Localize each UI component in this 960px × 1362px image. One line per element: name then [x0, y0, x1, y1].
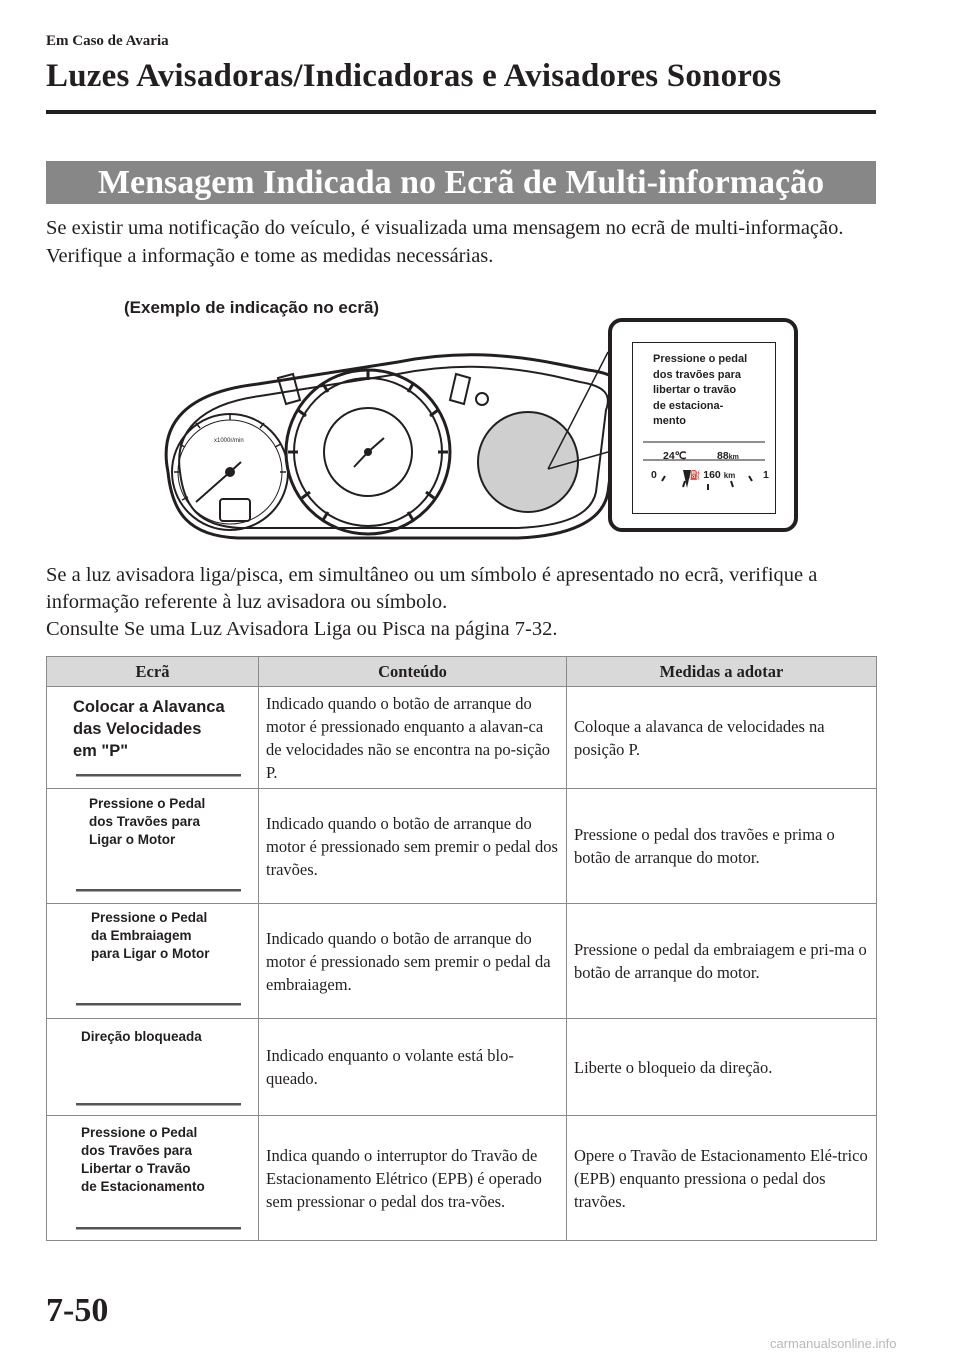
col-header-action: Medidas a adotar [567, 657, 877, 687]
display-message: Pressione o Pedal dos Travões para Libertar o Travão de Estacionamento [81, 1125, 205, 1194]
screen-inner-frame [632, 342, 776, 514]
figure-caption: (Exemplo de indicação no ecrã) [124, 298, 380, 317]
table-row [47, 789, 877, 904]
content-cell: Indica quando o interruptor do Travão de Estacionamento Elétrico (EPB) é operado sem pressionar o pedal dos tra-vões. [259, 1116, 567, 1241]
display-cell [47, 904, 259, 1019]
content-cell: Indicado quando o botão de arranque do motor é pressionado sem premir o pedal da embraiagem. [259, 904, 567, 1019]
screen-gauge-min: 0 [651, 469, 657, 481]
page-title: Luzes Avisadoras/Indicadoras e Avisadores Sonoros [46, 58, 782, 94]
after-text [46, 562, 886, 643]
screen-temperature: 24℃ [663, 450, 687, 462]
content-cell: Indicado quando o botão de arranque do motor é pressionado enquanto a alavan-ca de velocidades não se encontra na po-sição P. [259, 687, 567, 789]
display-divider [76, 1227, 241, 1230]
action-cell: Opere o Travão de Estacionamento Elé-trico (EPB) enquanto pressiona o pedal dos travões. [567, 1116, 877, 1241]
screen-gauge-max: 1 [763, 469, 769, 481]
display-divider [76, 774, 241, 777]
chapter-label: Em Caso de Avaria [46, 33, 169, 49]
multi-info-screen [608, 318, 798, 532]
screen-odometer: ◂⛽ 160 km [685, 469, 736, 481]
table-row [47, 687, 877, 789]
watermark: carmanualsonline.info [770, 1336, 897, 1351]
action-cell: Coloque a alavanca de velocidades na posição P. [567, 687, 877, 789]
display-cell [47, 687, 259, 789]
display-message: Pressione o Pedal dos Travões para Ligar o Motor [89, 796, 206, 847]
display-cell [47, 1116, 259, 1241]
intro-paragraph: Se existir uma notificação do veículo, é visualizada uma mensagem no ecrã de multi-informação. Verifique a informação e tome as medidas necessárias. [46, 217, 844, 267]
screen-message: Pressione o pedal dos travões para libertar o travão de estaciona- mento [653, 353, 748, 427]
page-number: 7-50 [46, 1292, 109, 1329]
content-cell: Indicado enquanto o volante está blo-queado. [259, 1019, 567, 1116]
display-message: Direção bloqueada [81, 1029, 202, 1044]
table-row [47, 1116, 877, 1241]
display-message: Colocar a Alavanca das Velocidades em "P" [73, 698, 225, 760]
content-cell: Indicado quando o botão de arranque do motor é pressionado sem premir o pedal dos travões. [259, 789, 567, 904]
screen-range: 88km [717, 450, 739, 462]
display-cell [47, 789, 259, 904]
display-cell [47, 1019, 259, 1116]
display-message: Pressione o Pedal da Embraiagem para Ligar o Motor [91, 910, 210, 961]
col-header-display: Ecrã [47, 657, 259, 687]
display-divider [76, 889, 241, 892]
message-table [46, 656, 877, 1241]
display-divider [76, 1003, 241, 1006]
section-title: Mensagem Indicada no Ecrã de Multi-informação [46, 161, 876, 204]
after-paragraph: Se a luz avisadora liga/pisca, em simultâneo ou um símbolo é apresentado no ecrã, verifique a informação referente à luz avisadora ou símbolo. [46, 564, 818, 613]
table-row [47, 904, 877, 1019]
tach-label: x1000r/min [214, 438, 244, 444]
title-rule [46, 110, 876, 114]
table-header-row [47, 657, 877, 687]
col-header-content: Conteúdo [259, 657, 567, 687]
action-cell: Liberte o bloqueio da direção. [567, 1019, 877, 1116]
display-divider [76, 1103, 241, 1106]
reference-line: Consulte Se uma Luz Avisadora Liga ou Pisca na página 7-32. [46, 618, 558, 640]
action-cell: Pressione o pedal dos travões e prima o botão de arranque do motor. [567, 789, 877, 904]
table-row [47, 1019, 877, 1116]
action-cell: Pressione o pedal da embraiagem e pri-ma o botão de arranque do motor. [567, 904, 877, 1019]
